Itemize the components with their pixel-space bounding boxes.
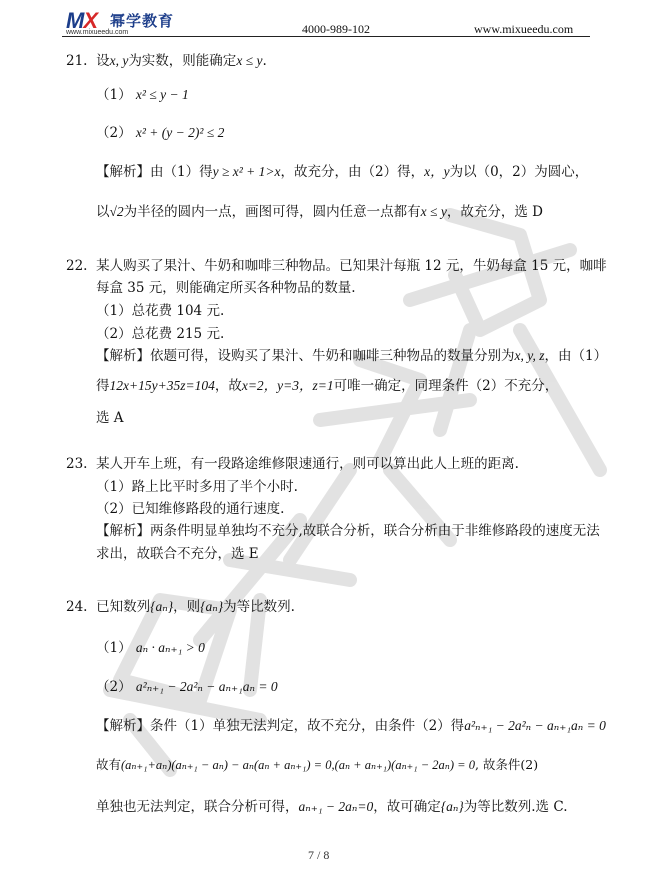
q22-a2a: 得 — [96, 378, 110, 394]
header-divider — [62, 36, 590, 37]
q24-answer-line-2 — [96, 756, 538, 774]
q21-a1-expr: y ≥ x² + 1>x — [212, 164, 281, 179]
q21-a1c: 为以（0，2）为圆心， — [449, 164, 589, 180]
q24-answer-line-3 — [96, 798, 568, 816]
q23-stem-text: 某人开车上班，有一段路途维修限速通行，则可以算出此人上班的距离. — [96, 456, 519, 472]
q21-number: 21. — [66, 53, 88, 69]
header-website: www.mixueedu.com — [474, 22, 574, 36]
q24-answer-line-1 — [96, 717, 606, 735]
q24-stem-seq2: {aₙ} — [200, 599, 224, 614]
q21-a1-vars: x，y — [424, 164, 450, 179]
q21-answer-tag: 【解析】 — [96, 164, 150, 180]
q21-a2-expr: √2 — [109, 204, 124, 219]
q24-a3-expr: aₙ₊₁ − 2aₙ=0 — [298, 799, 374, 814]
q24-stem-c: 为等比数列. — [223, 599, 295, 615]
q22-answer-line-3: 选 A — [96, 410, 124, 426]
logo-brand-name: 幂学教育 — [110, 12, 175, 30]
q22-number: 22. — [66, 258, 88, 274]
q22-stem-line-1 — [66, 257, 607, 275]
q21-stem-rel: x ≤ y — [236, 53, 263, 68]
q23-condition-2: （2）已知维修路段的通行速度. — [96, 501, 285, 517]
q23-a1: 两条件明显单独均不充分,故联合分析，联合分析由于非维修路段的速度无法 — [150, 523, 600, 539]
q21-answer-line-2 — [96, 203, 543, 221]
q21-stem-b: 为实数，则能确定 — [128, 53, 237, 69]
q21-c1-expr: x² ≤ y − 1 — [135, 87, 189, 102]
watermark-text: 幂学教育 — [0, 0, 4, 1]
q22-answer-line-2 — [96, 377, 558, 395]
q22-condition-1: （1）总花费 104 元. — [96, 303, 225, 319]
q21-c2-label: （2） — [96, 125, 132, 141]
q23-stem — [66, 455, 519, 473]
q22-answer-tag: 【解析】 — [96, 348, 150, 364]
q23-answer-line-2: 求出，故联合不充分，选 E — [96, 546, 259, 562]
q23-answer-tag: 【解析】 — [96, 523, 150, 539]
logo-x-letter: X — [83, 8, 98, 33]
q22-a1: 依题可得，设购买了果汁、牛奶和咖啡三种物品的数量分别为 — [150, 348, 515, 364]
q21-stem-end: . — [262, 53, 267, 69]
q24-stem-a: 已知数列 — [96, 599, 151, 615]
q21-answer-line-1 — [96, 163, 588, 181]
q21-a1: 由（1）得 — [150, 164, 213, 180]
q22-answer-line-1 — [96, 347, 607, 365]
q21-condition-2 — [96, 124, 224, 142]
q21-c2-expr: x² + (y − 2)² ≤ 2 — [135, 125, 225, 140]
q24-c1-expr: aₙ · aₙ₊₁ > 0 — [135, 640, 205, 655]
q24-stem-b: ，则 — [173, 599, 201, 615]
q24-c2-label: （2） — [96, 679, 132, 695]
q22-a2-expr: 12x+15y+35z=104 — [109, 378, 215, 393]
q21-a1b: ，故充分，由（2）得， — [280, 164, 425, 180]
q22-a1-vars: x, y, z — [514, 348, 545, 363]
logo-mx: MX — [66, 8, 98, 33]
logo-url: www.mixueedu.com — [66, 29, 129, 36]
q21-stem — [66, 52, 267, 70]
logo — [66, 8, 194, 36]
q24-stem-seq: {aₙ} — [150, 599, 174, 614]
q21-stem-a: 设 — [96, 53, 110, 69]
q21-c1-label: （1） — [96, 87, 132, 103]
q24-c1-label: （1） — [96, 640, 132, 656]
q24-a3a: 单独也无法判定，联合分析可得， — [96, 799, 299, 815]
q24-stem — [66, 598, 295, 616]
q23-condition-1: （1）路上比平时多用了半个小时. — [96, 479, 298, 495]
q24-answer-tag: 【解析】 — [96, 718, 150, 734]
q22-stem-line-2: 每盒 35 元，则能确定所买各种物品的数量. — [96, 280, 356, 296]
q24-a2a: 故有 — [96, 757, 122, 772]
q23-number: 23. — [66, 456, 88, 472]
q22-a2b: ，故 — [214, 378, 242, 394]
q24-condition-1 — [96, 639, 205, 657]
q22-a2c: 可唯一确定，同理条件（2）不充分， — [333, 378, 559, 394]
q24-a2b: , 故条件(2) — [474, 757, 539, 772]
q24-a3c: 为等比数列.选 C. — [463, 799, 568, 815]
q24-condition-2 — [96, 678, 278, 696]
q22-a1b: ，由（1） — [544, 348, 608, 364]
q21-a2-rel: x ≤ y — [420, 204, 447, 219]
q24-c2-expr: a²ₙ₊₁ − 2a²ₙ − aₙ₊₁aₙ = 0 — [135, 679, 278, 694]
page-number: 7 / 8 — [308, 848, 330, 862]
q21-stem-vars: x, y — [109, 53, 129, 68]
q21-a2a: 以 — [96, 204, 110, 220]
q21-a2b: 为半径的圆内一点，画图可得，圆内任意一点都有 — [123, 204, 421, 220]
q24-a1-expr: a²ₙ₊₁ − 2a²ₙ − aₙ₊₁aₙ = 0 — [464, 718, 606, 733]
q24-a3-seq: {aₙ} — [440, 799, 464, 814]
q22-a2-sol: x=2，y=3，z=1 — [241, 378, 334, 393]
q21-condition-1 — [96, 86, 189, 104]
q24-a3b: ，故可确定 — [373, 799, 441, 815]
q22-stem1: 某人购买了果汁、牛奶和咖啡三种物品。已知果汁每瓶 12 元，牛奶每盒 15 元，咖啡 — [96, 258, 607, 274]
q24-a2-expr: (aₙ₊₁+aₙ)(aₙ₊₁ − aₙ) − aₙ(aₙ + aₙ₊₁) = 0,(aₙ + aₙ₊₁)(aₙ₊₁ − 2aₙ) = 0 — [121, 758, 475, 772]
q24-number: 24. — [66, 599, 88, 615]
q22-condition-2: （2）总花费 215 元. — [96, 326, 225, 342]
q23-answer-line-1 — [96, 522, 600, 540]
header-phone: 4000-989-102 — [302, 22, 370, 36]
q21-a2c: ，故充分，选 D — [446, 204, 543, 220]
q24-a1: 条件（1）单独无法判定，故不充分，由条件（2）得 — [150, 718, 465, 734]
